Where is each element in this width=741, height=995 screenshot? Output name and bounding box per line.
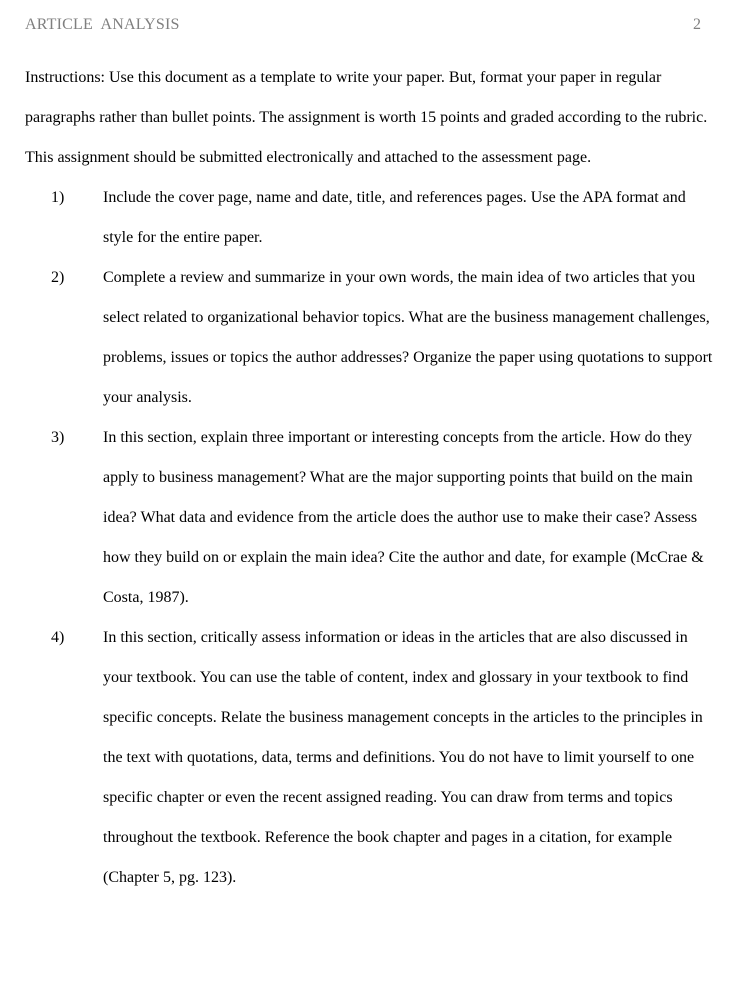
list-item [25, 618, 715, 898]
page-number: 2 [693, 16, 701, 33]
list-item-number: 3) [51, 429, 65, 446]
list-item-text: In this section, critically assess information or ideas in the articles that are also discussed in your textbook. You can use the table of content, index and glossary in your textbook to find specific concepts. Relate the business management concepts in the articles to the principles in the text with quotations, data, terms and definitions. You do not have to limit yourself to one specific chapter or even the recent assigned reading. You can draw from terms and topics throughout the textbook. Reference the book chapter and pages in a citation, for example (Chapter 5, pg. 123). [103, 629, 703, 886]
list-item-number: 4) [51, 629, 65, 646]
instruction-list [25, 178, 715, 898]
list-item [25, 258, 715, 418]
instructions-paragraph: Instructions: Use this document as a template to write your paper. But, format your paper in regular paragraphs rather than bullet points. The assignment is worth 15 points and graded according to the rubric. This assignment should be submitted electronically and attached to the assessment page. [25, 69, 708, 166]
list-item [25, 178, 715, 258]
list-item-number: 2) [51, 269, 65, 286]
list-item-text: In this section, explain three important or interesting concepts from the article. How do they apply to business management? What are the major supporting points that build on the main idea? What data and evidence from the article does the author use to make their case? Assess how they build on or explain the main idea? Cite the author and date, for example (McCrae & Costa, 1987). [103, 429, 704, 606]
document-body [25, 58, 715, 898]
list-item [25, 418, 715, 618]
list-item-number: 1) [51, 189, 65, 206]
running-head: ARTICLE ANALYSIS [25, 16, 180, 33]
list-item-text: Include the cover page, name and date, title, and references pages. Use the APA format and style for the entire paper. [103, 189, 686, 246]
list-item-text: Complete a review and summarize in your own words, the main idea of two articles that you select related to organizational behavior topics. What are the business management challenges, problems, issues or topics the author addresses? Organize the paper using quotations to support your analysis. [103, 269, 713, 406]
